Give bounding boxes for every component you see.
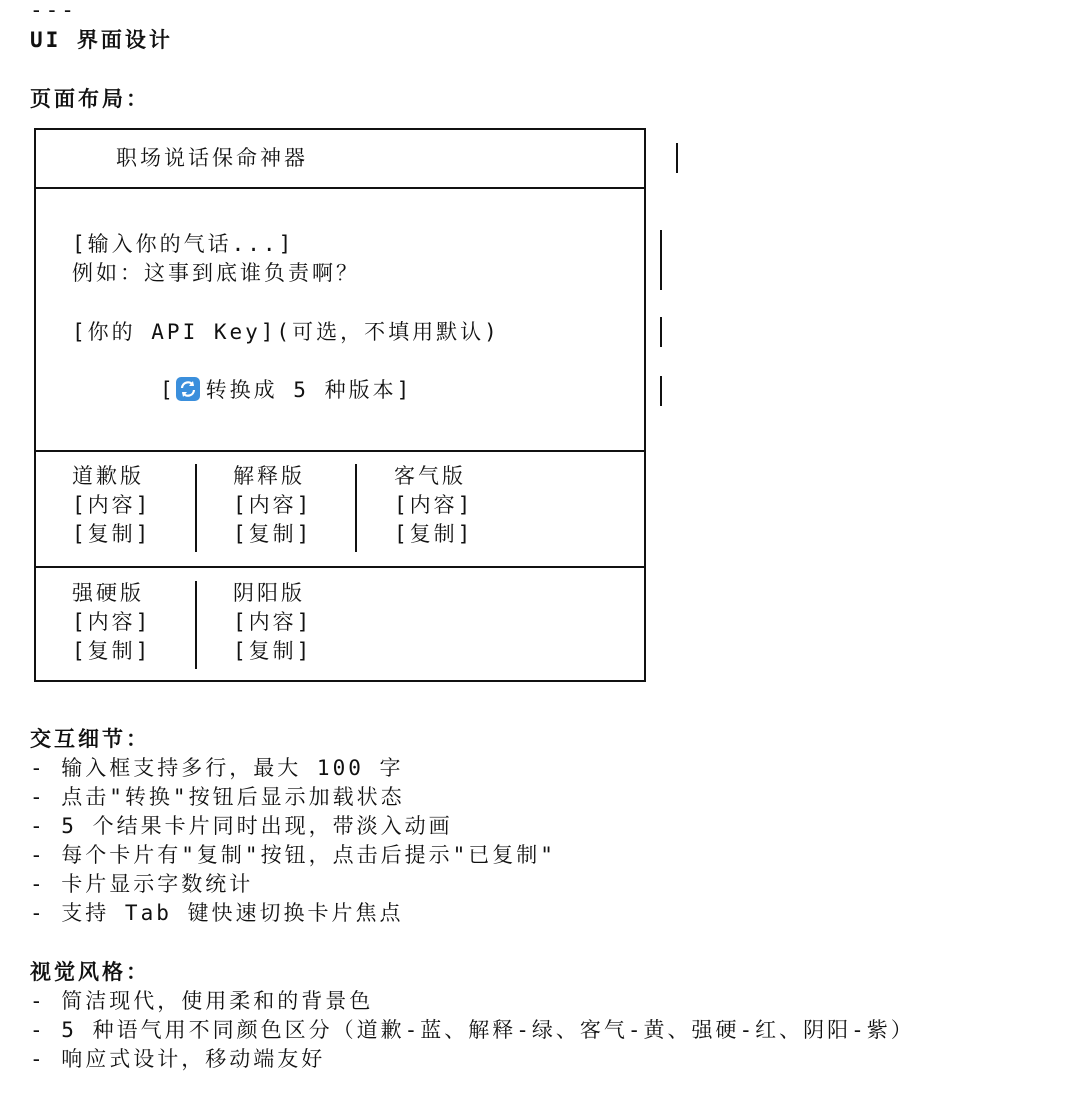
card-content: [内容] — [233, 610, 313, 634]
layout-heading: 页面布局： — [30, 87, 150, 111]
card-polite — [394, 462, 473, 549]
copy-button[interactable]: [复制] — [233, 639, 313, 663]
list-item: - 支持 Tab 键快速切换卡片焦点 — [30, 901, 404, 925]
list-item: - 卡片显示字数统计 — [30, 872, 254, 896]
card-content: [内容] — [72, 493, 152, 517]
card-title: 客气版 — [394, 464, 466, 488]
card-explain — [233, 462, 312, 549]
input-placeholder[interactable]: [输入你的气话...] — [72, 232, 295, 256]
border-fragment — [660, 230, 662, 260]
list-item: - 简洁现代，使用柔和的背景色 — [30, 989, 374, 1013]
convert-button-label: 转换成 5 种版本] — [205, 378, 413, 402]
border-fragment — [660, 376, 662, 406]
list-item: - 每个卡片有"复制"按钮，点击后提示"已复制" — [30, 843, 556, 867]
card-title: 解释版 — [233, 464, 305, 488]
border-fragment — [676, 143, 678, 173]
card-divider — [355, 464, 357, 552]
app-title: 职场说话保命神器 — [116, 146, 308, 170]
visual-list — [30, 987, 915, 1074]
card-sarcastic — [233, 579, 312, 666]
input-example: 例如：这事到底谁负责啊？ — [72, 261, 360, 285]
visual-heading: 视觉风格： — [30, 960, 150, 984]
list-item: - 5 个结果卡片同时出现，带淡入动画 — [30, 814, 453, 838]
copy-button[interactable]: [复制] — [72, 639, 152, 663]
card-content: [内容] — [72, 610, 152, 634]
api-key-field[interactable]: [你的 API Key](可选，不填用默认) — [72, 320, 500, 344]
card-firm — [72, 579, 151, 666]
card-title: 阴阳版 — [233, 581, 305, 605]
divider-line: --- — [30, 0, 77, 22]
card-content: [内容] — [233, 493, 313, 517]
list-item: - 点击"转换"按钮后显示加载状态 — [30, 785, 405, 809]
input-divider — [36, 450, 644, 452]
cards-divider — [36, 566, 644, 568]
copy-button[interactable]: [复制] — [233, 522, 313, 546]
copy-button[interactable]: [复制] — [72, 522, 152, 546]
copy-button[interactable]: [复制] — [394, 522, 474, 546]
title-divider — [36, 187, 644, 189]
refresh-icon — [176, 377, 200, 401]
page-heading: UI 界面设计 — [30, 28, 173, 52]
card-title: 强硬版 — [72, 581, 144, 605]
layout-mockup — [34, 128, 646, 682]
border-fragment — [660, 260, 662, 290]
card-divider — [195, 581, 197, 669]
card-apology — [72, 462, 151, 549]
convert-bracket: [ — [160, 378, 176, 402]
interaction-list — [30, 754, 556, 928]
card-content: [内容] — [394, 493, 474, 517]
list-item: - 响应式设计，移动端友好 — [30, 1047, 326, 1071]
card-divider — [195, 464, 197, 552]
list-item: - 输入框支持多行，最大 100 字 — [30, 756, 404, 780]
list-item: - 5 种语气用不同颜色区分（道歉-蓝、解释-绿、客气-黄、强硬-红、阴阳-紫） — [30, 1018, 915, 1042]
border-fragment — [660, 317, 662, 347]
interaction-heading: 交互细节： — [30, 727, 150, 751]
card-title: 道歉版 — [72, 464, 144, 488]
convert-button[interactable] — [160, 376, 412, 405]
